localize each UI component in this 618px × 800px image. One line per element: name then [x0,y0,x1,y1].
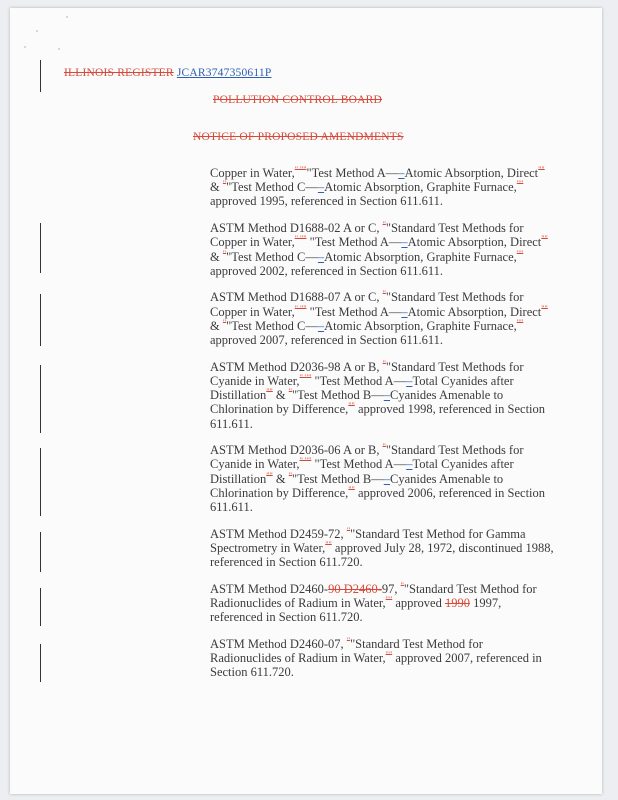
change-bar [40,60,41,92]
deleted-text: 90 D2460- [328,581,382,596]
deleted-quote-mark: " "" [294,303,307,313]
scan-speck [66,16,68,18]
deleted-quote-mark: " [222,179,227,189]
deleted-quote-mark: " [400,580,404,590]
deleted-quote-mark: "" [266,470,273,480]
inserted-text: – [317,180,325,195]
body-text-run: "Test Method C— [226,318,318,333]
deleted-quote-mark: "" [516,317,524,327]
change-bar [40,365,41,433]
deleted-quote-mark: " [346,635,351,645]
deleted-quote-mark: " "" [294,164,307,174]
body-text-run: ASTM Method D2459-72, [210,526,347,541]
body-text-run: 1997, referenced in Section 611.720. [210,596,502,625]
inserted-text: – [401,235,408,250]
reference-paragraph [210,360,555,431]
deleted-quote-mark: " [288,386,293,396]
body-text-run: approved 1995, referenced in Section 611.611. [210,194,444,209]
body-text-run: "Test Method A— [306,235,402,250]
body-text-run: & [210,249,223,264]
body-text-run: approved 2002, referenced in Section 611.611. [210,263,444,278]
inserted-text: – [317,249,325,264]
body-text-run: Atomic Absorption, Direct [404,166,539,180]
body-text-run: "Test Method A— [311,373,407,388]
inserted-text: – [383,471,391,486]
body-text-run: "Standard Test Methods for Copper in Water, [210,221,524,250]
change-bar [40,223,41,273]
deleted-quote-mark: "" [348,401,355,411]
body-text-run: "Test Method A— [311,457,407,472]
inserted-text: – [317,318,325,333]
reference-paragraph [210,221,555,278]
deleted-quote-mark: "" [348,484,355,494]
reference-paragraph [210,443,555,514]
body-text-run: ASTM Method D2036-06 A or B, [210,443,383,458]
deleted-quote-mark: "" [385,594,393,604]
reference-paragraph [210,290,555,347]
body-text-run: & [272,471,289,486]
body-text-run: approved [392,596,445,611]
body-text-run: "Test Method A— [306,304,402,319]
body-text-run: "Test Method C— [226,180,318,195]
deleted-quote-mark: " [382,289,386,299]
reference-paragraph [210,166,555,209]
deleted-quote-mark: " "" [299,456,312,466]
deleted-quote-mark: "" [541,303,548,313]
deleted-quote-mark: " "" [294,234,307,244]
body-text-run: "Standard Test Methods for Copper in Water, [210,290,524,319]
deleted-quote-mark: " [346,525,351,535]
deleted-quote-mark: "" [541,234,548,244]
body-text-run: Total Cyanides after Distillation [210,373,514,403]
deleted-quote-mark: " [222,317,227,327]
register-id-inserted: JCAR3747350611P [176,67,272,79]
change-bar [40,448,41,516]
deleted-quote-mark: "" [266,386,273,396]
body-text-run: approved July 28, 1972, discontinued 1988, referenced in Section 611.720. [210,540,554,570]
body-text-run: ASTM Method D1688-02 A or C, [210,221,383,236]
deleted-text: 1990 [444,596,470,611]
body-text-run: & [210,180,223,195]
inserted-text: – [401,304,408,319]
deleted-quote-mark: " [382,358,386,368]
scan-speck [36,30,38,32]
deleted-quote-mark: "" [325,539,332,549]
body-text-run: ASTM Method D1688-07 A or C, [210,290,383,305]
body-text-run: "Standard Test Methods for Cyanide in Water, [210,359,524,388]
reference-paragraph [210,527,555,570]
deleted-quote-mark: " "" [299,372,312,382]
body-text-run: & [210,318,223,333]
body-text-run: approved 1998, referenced in Section 611.611. [210,402,546,431]
body-text-run: ASTM Method D2460- [210,581,329,596]
body-text-run: Atomic Absorption, Graphite Furnace, [324,249,517,264]
body-text-run: 97, [381,581,401,596]
inserted-text: – [398,166,405,180]
body-text-run: Total Cyanides after Distillation [210,457,514,486]
reference-paragraph [210,637,555,680]
notice-header: NOTICE OF PROPOSED AMENDMENTS [193,131,404,143]
deleted-quote-mark: " [382,219,386,229]
register-header [64,67,271,79]
change-bar [40,294,41,346]
body-text-run: "Test Method B— [292,471,384,486]
deleted-quote-mark: " [222,248,227,258]
body-text-run: ASTM Method D2036-98 A or B, [210,359,383,374]
inserted-text: – [383,388,391,403]
deleted-quote-mark: "" [516,179,524,189]
body-text-run: Cyanides Amenable to Chlorination by Difference, [210,388,504,417]
body-text-run: approved 2007, referenced in Section 611.720. [210,651,542,680]
deleted-quote-mark: "" [385,650,393,660]
change-bar [40,532,41,572]
change-bar [40,644,41,682]
body-text-run: "Test Method B— [292,388,384,403]
body-text-run: Atomic Absorption, Graphite Furnace, [324,180,517,195]
inserted-text: – [406,373,413,388]
deleted-quote-mark: " [288,470,293,480]
body-text-run: Copper in Water, [210,166,295,180]
body-text-run: ASTM Method D2460-07, [210,636,347,651]
change-bar [40,588,41,626]
register-title-deleted: ILLINOIS REGISTER [64,67,174,79]
document-page [10,8,602,794]
body-text-run: "Standard Test Method for Radionuclides of Radium in Water, [210,636,483,666]
reference-paragraph [210,582,555,625]
document-body [210,166,555,692]
body-text-run: Atomic Absorption, Direct [407,235,542,250]
body-text-run: "Standard Test Method for Gamma Spectrometry in Water, [210,526,526,555]
body-text-run: "Test Method A— [306,166,399,180]
body-text-run: approved 2006, referenced in Section 611.611. [210,485,546,515]
body-text-run: Atomic Absorption, Graphite Furnace, [324,318,517,333]
body-text-run: "Standard Test Methods for Cyanide in Water, [210,443,524,472]
body-text-run: Cyanides Amenable to Chlorination by Difference, [210,471,504,500]
deleted-quote-mark: " [382,442,386,452]
deleted-quote-mark: "" [538,164,545,174]
body-text-run: & [272,388,289,403]
body-text-run: "Standard Test Method for Radionuclides of Radium in Water, [210,581,537,611]
body-text-run: approved 2007, referenced in Section 611.611. [210,333,444,348]
inserted-text: – [406,457,413,472]
deleted-quote-mark: "" [516,248,524,258]
body-text-run: "Test Method C— [226,249,318,264]
board-header: POLLUTION CONTROL BOARD [213,94,383,106]
scan-speck [24,46,26,48]
body-text-run: Atomic Absorption, Direct [407,304,542,319]
scan-speck [58,48,60,50]
